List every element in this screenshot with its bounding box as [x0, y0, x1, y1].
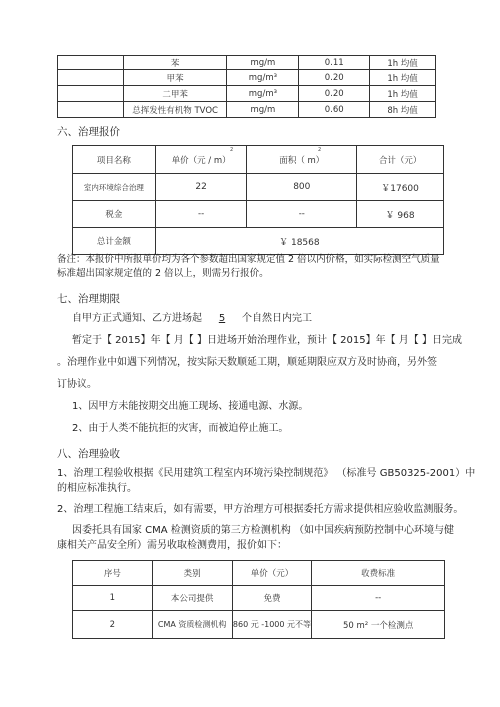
- testing-line-2: 康相关产品安全所）需另收取检测费用，报价如下：: [57, 540, 287, 551]
- table-row: [73, 201, 444, 228]
- period-days: 5: [218, 313, 226, 324]
- col-header-item: 项目名称: [73, 146, 156, 174]
- schedule-line: 暂定于【 2015】年【 月【 】日进场开始治理作业，预计【 2015】年【 月【 】日完成: [72, 335, 462, 346]
- total-label: 总计金额: [73, 228, 156, 255]
- col-header-no: 序号: [73, 561, 153, 586]
- table-row: [73, 611, 445, 639]
- col-header-total: 合计（元）: [357, 146, 444, 174]
- period-prefix: 自甲方正式通知、乙方进场起: [72, 313, 202, 324]
- pollutant-name: 苯: [123, 56, 227, 70]
- acceptance-item-1-line-2: 的相应标准执行。: [57, 483, 137, 494]
- quote-table: [72, 145, 444, 255]
- superscript: 2: [230, 147, 234, 153]
- pollutant-name: 总挥发性有机物 TVOC: [123, 102, 227, 118]
- delay-item-2: 2、由于人类不能抗拒的灾害，而被迫停止施工。: [72, 423, 289, 434]
- pollutant-unit: mg/m³: [227, 70, 299, 86]
- row-standard: 50 m² 一个检测点: [312, 611, 445, 639]
- testing-fee-table: [72, 560, 445, 639]
- pollutant-name: 甲苯: [123, 70, 227, 86]
- pollutant-limits-table: [57, 55, 436, 118]
- table-header-row: [73, 146, 444, 174]
- row-standard: --: [312, 586, 445, 611]
- row-no: 1: [73, 586, 153, 611]
- section-8-title: 八、治理验收: [57, 448, 120, 460]
- pollutant-unit: mg/m³: [227, 86, 299, 102]
- pollutant-note: 1h 均值: [370, 56, 436, 70]
- table-row: [58, 86, 436, 102]
- testing-line-1: 因委托具有国家 CMA 检测资质的第三方检测机构 （如中国疾病预防控制中心环境与健: [72, 525, 454, 536]
- pollutant-value: 0.20: [299, 70, 370, 86]
- col-header-standard: 收费标准: [312, 561, 445, 586]
- delay-line-1: 。治理作业中如遇下列情况，按实际天数顺延工期，顺延期限应双方及时协商，另外签: [57, 357, 437, 368]
- table-row: [58, 56, 436, 70]
- row-type: CMA 资质检测机构: [152, 611, 232, 639]
- row-no: 2: [73, 611, 153, 639]
- row-price: 860 元 -1000 元不等: [232, 611, 312, 639]
- item-area: --: [247, 201, 357, 228]
- note-line-1: 备注：本报价中所报单价均为各个参数超出国家规定值 2 倍以内价格，如实际检测空气质量: [57, 254, 440, 265]
- table-row: [58, 102, 436, 118]
- col-header-type: 类别: [152, 561, 232, 586]
- delay-line-2: 订协议。: [57, 379, 97, 390]
- acceptance-item-1-line-1: 1、治理工程验收根据《民用建筑工程室内环境污染控制规范》 （标准号 GB50325-2001）中: [57, 468, 476, 479]
- row-type: 本公司提供: [152, 586, 232, 611]
- total-value: ￥ 18568: [155, 228, 443, 255]
- section-7-title: 七、治理期限: [57, 293, 120, 305]
- table-total-row: [73, 228, 444, 255]
- pollutant-unit: mg/m: [227, 102, 299, 118]
- col-header-price: 单价（元）: [232, 561, 312, 586]
- item-name: 税金: [73, 201, 156, 228]
- period-line: [72, 312, 312, 326]
- pollutant-name: 二甲苯: [123, 86, 227, 102]
- col-header-price: 单价（元 / m）: [155, 146, 247, 174]
- pollutant-value: 0.60: [299, 102, 370, 118]
- item-price: 22: [155, 174, 247, 201]
- period-suffix: 个自然日内完工: [242, 313, 312, 324]
- item-price: --: [155, 201, 247, 228]
- pollutant-unit: mg/m: [227, 56, 299, 70]
- pollutant-value: 0.11: [299, 56, 370, 70]
- pollutant-note: 8h 均值: [370, 102, 436, 118]
- item-area: 800: [247, 174, 357, 201]
- pollutant-note: 1h 均值: [370, 86, 436, 102]
- table-header-row: [73, 561, 445, 586]
- item-name: 室内环境综合治理: [73, 174, 156, 201]
- table-row: [58, 70, 436, 86]
- pollutant-value: 0.20: [299, 86, 370, 102]
- item-total: ￥ 968: [357, 201, 444, 228]
- superscript: 2: [318, 147, 322, 153]
- table-row: [73, 174, 444, 201]
- pollutant-note: 1h 均值: [370, 70, 436, 86]
- note-line-2: 标准超出国家规定值的 2 倍以上，则需另行报价。: [57, 268, 269, 279]
- section-6-title: 六、治理报价: [57, 126, 120, 138]
- row-price: 免费: [232, 586, 312, 611]
- acceptance-item-2: 2、治理工程施工结束后，如有需要，甲方治理方可根据委托方需求提供相应验收监测服务。: [57, 504, 464, 515]
- delay-item-1: 1、因甲方未能按期交出施工现场、接通电源、水源。: [72, 401, 309, 412]
- table-row: [73, 586, 445, 611]
- item-total: ￥17600: [357, 174, 444, 201]
- col-header-area: 面积（ m）: [247, 146, 357, 174]
